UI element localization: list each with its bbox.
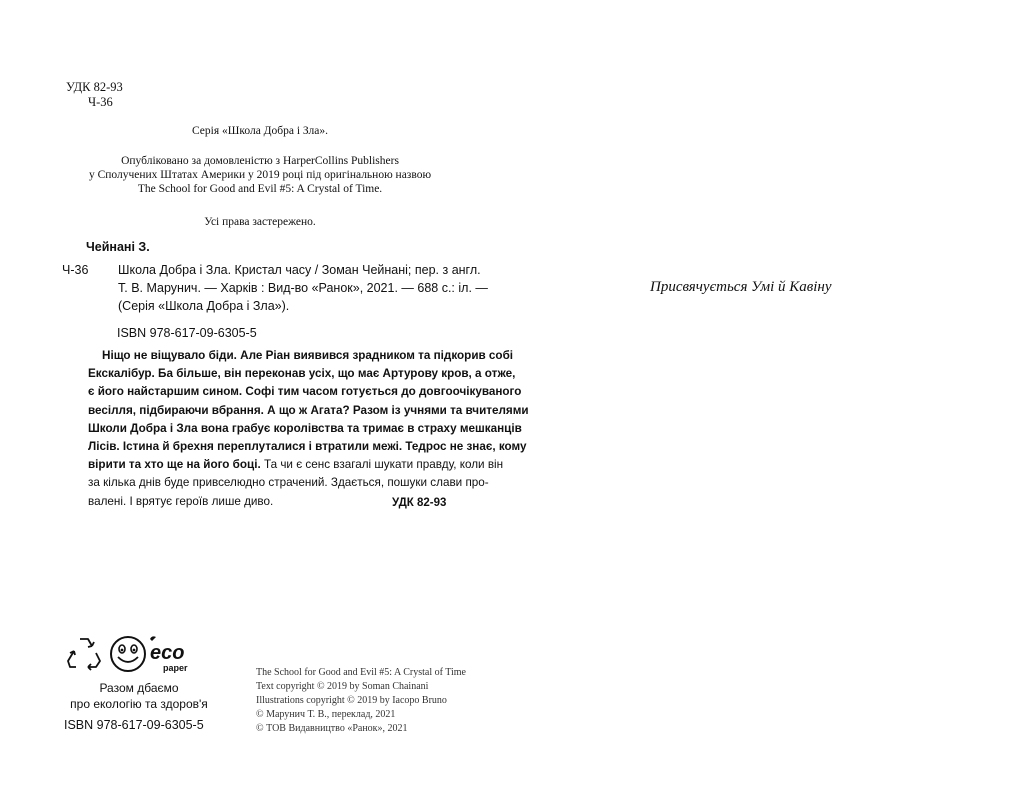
annotation-line: за кілька днів буде привселюдно страчений. Здається, пошуки слави про- [88, 476, 489, 490]
annotation [88, 347, 529, 511]
eco-slogan-line-1: Разом дбаємо [99, 681, 179, 695]
isbn-bottom: ISBN 978-617-09-6305-5 [64, 718, 204, 732]
bibliography-author: Чейнані З. [86, 240, 150, 254]
eco-word: eco [150, 642, 185, 664]
annotation-line: весілля, підбираючи вбрання. А що ж Агата? Разом із учнями та вчителями [88, 403, 529, 417]
annotation-bold-part: вірити та хто ще на його боці. [88, 458, 261, 472]
bibliography-record [62, 261, 488, 315]
eco-sub: paper [163, 663, 188, 673]
isbn-main: ISBN 978-617-09-6305-5 [117, 326, 257, 340]
udk-block [66, 80, 123, 110]
eco-paper-logo [150, 636, 188, 673]
author-sign: Ч-36 [88, 95, 113, 109]
udk-bottom: УДК 82-93 [392, 497, 447, 509]
bibliography-line-3: (Серія «Школа Добра і Зла»). [118, 299, 290, 313]
annotation-line: є його найстаршим сином. Софі тим часом готується до довгоочікуваного [88, 385, 522, 399]
series-line: Серія «Школа Добра і Зла». [191, 125, 329, 137]
udk-code: УДК 82-93 [66, 80, 123, 94]
annotation-line: Школи Добра і Зла вона грабує королівства та тримає в страху мешканців [88, 421, 522, 435]
publication-line-2: у Сполучених Штатах Америки у 2019 році під оригінальною назвою [88, 169, 432, 182]
annotation-line: Лісів. Істина й брехня переплуталися і втратили межі. Тедрос не знає, кому [88, 440, 527, 454]
copyright-line: Illustrations copyright © 2019 by Iacopo Bruno [256, 695, 447, 706]
publication-info [60, 154, 460, 197]
copyright-line: The School for Good and Evil #5: A Crystal of Time [256, 667, 466, 678]
annotation-regular-part: Та чи є сенс взагалі шукати правду, коли він [263, 458, 504, 472]
eco-slogan-line-2: про екологію та здоров'я [70, 697, 208, 711]
copyright-line: © ТОВ Видавництво «Ранок», 2021 [256, 723, 408, 734]
copyright-line: Text copyright © 2019 by Soman Chainani [256, 681, 429, 692]
annotation-line: Ніщо не віщувало біди. Але Ріан виявився зрадником та підкорив собі [102, 349, 514, 362]
annotation-line: Екскалібур. Ба більше, він переконав усіх, що має Артурову кров, а отже, [88, 367, 516, 381]
dedication: Присвячується Умі й Кавіну [650, 279, 832, 295]
publication-line-3: The School for Good and Evil #5: A Crystal of Time. [137, 183, 383, 196]
bibliography-code: Ч-36 [62, 263, 89, 277]
bibliography-line-2: Т. В. Марунич. — Харків : Вид-во «Ранок», 2021. — 688 с.: іл. — [118, 281, 488, 295]
copyright-block [256, 666, 466, 736]
publication-line-1: Опубліковано за домовленістю з HarperCollins Publishers [121, 155, 399, 167]
rights-reserved: Усі права застережено. [204, 216, 316, 228]
recycle-icon [68, 639, 100, 670]
annotation-line: валені. І врятує героїв лише диво. [88, 494, 274, 508]
annotation-mixed-line [88, 456, 504, 474]
eco-logo-group [66, 633, 216, 675]
bibliography-line-1: Школа Добра і Зла. Кристал часу / Зоман Чейнані; пер. з англ. [118, 263, 481, 277]
copyright-line: © Марунич Т. В., переклад, 2021 [256, 709, 396, 720]
eco-slogan [64, 680, 214, 712]
smiley-icon [111, 637, 145, 671]
